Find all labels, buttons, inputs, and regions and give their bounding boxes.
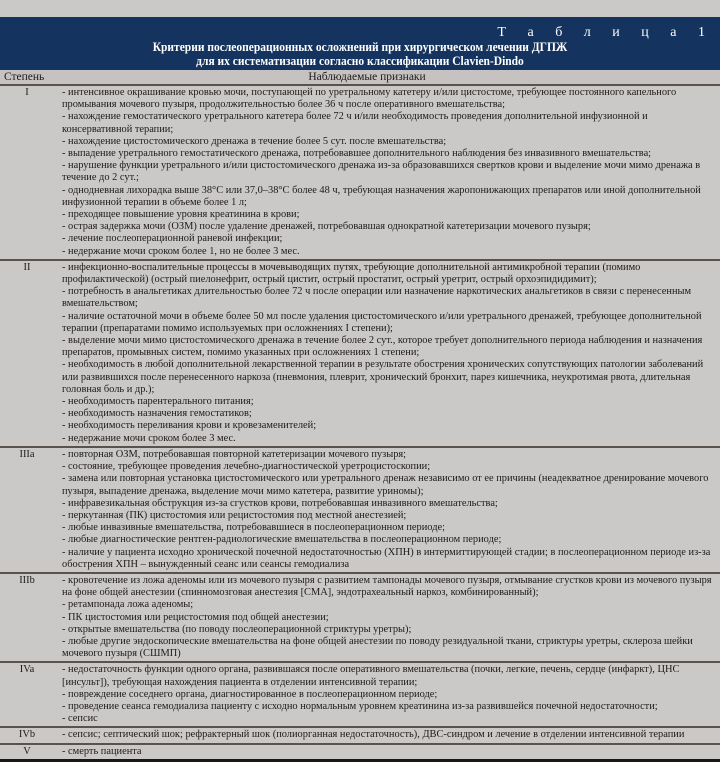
sign-item: - инфекционно-воспалительные процессы в мочевыводящих путях, требующие дополнительной антимикробной терапии (помимо профилактической) (острый пиелонефрит, острый цистит, острый простатит, острый уретрит, острый орхоэпидидимит); xyxy=(62,261,641,286)
sign-item: - нахождение цистостомического дренажа в течение более 5 сут. после вмешательства; xyxy=(62,135,447,147)
table-row xyxy=(0,663,720,728)
sign-item: - необходимость в любой дополнительной лекарственной терапии в результате обострения хронических сопутствующих патологии заболеваний или развившихся после перенесенного наркоза (пневмония, плеврит, хронический бронхит, парез кишечника, неукротимая рвота, длительная головная боль и др.); xyxy=(62,359,704,395)
sign-item: - сепсис xyxy=(62,713,98,725)
sign-item: - инфравезикальная обструкция из-за сгустков крови, потребовавшая инвазивного вмешательства; xyxy=(62,497,498,509)
table-title xyxy=(29,40,691,68)
sign-item: - повреждение соседнего органа, диагностированное в послеоперационном периоде; xyxy=(62,688,438,700)
grade-cell: V xyxy=(23,745,31,757)
sign-item: - ПК цистостомия или рецистостомия под общей анестезии; xyxy=(62,611,329,623)
sign-item: - проведение сеанса гемодиализа пациенту с исходно нормальным уровнем креатинина из-за развившейся почечной недостаточности; xyxy=(62,700,658,712)
sign-item: - открытые вмешательства (по поводу послеоперационной стриктуры уретры); xyxy=(62,623,412,635)
table-row xyxy=(0,86,720,261)
signs-cell xyxy=(48,745,720,759)
table-row xyxy=(0,728,720,744)
table-number-label: Т а б л и ц а 1 xyxy=(497,25,714,40)
sign-item: - замена или повторная установка цистостомического или уретрального дренаж независимо от ее причины (неадекватное дренирование мочевого пузыря, выпадение дренажа, выделение мочи мимо катетера, развитие уриномы); xyxy=(62,473,709,497)
grade-cell: IVa xyxy=(19,664,35,676)
grade-cell: II xyxy=(23,261,31,273)
table-header-band xyxy=(0,17,720,70)
table-row xyxy=(0,574,720,663)
table-row xyxy=(0,261,720,448)
sign-item: - состояние, требующее проведения лечебно-диагностической уретроцистоскопии; xyxy=(62,461,431,473)
sign-item: - наличие у пациента исходно хронической почечной недостаточностью (ХПН) в интермиттирующей стадии; в послеоперационном периоде из-за обострения ХПН – вынужденный сеанс или сеансы гемодиализа xyxy=(62,546,711,570)
sign-item: - выделение мочи мимо цистостомического дренажа в течение более 2 сут., которое требует дополнительного периода наблюдения и назначения препаратов, промывных систем, помимо указанных при осложнениях 1 степени; xyxy=(62,335,703,359)
column-header-signs: Наблюдаемые признаки xyxy=(308,71,426,83)
top-margin xyxy=(0,0,720,17)
signs-cell xyxy=(48,261,720,446)
sign-item: - нахождение гемостатического уретрального катетера более 72 ч и/или необходимость проведения дополнительной инфузионной и консервативной терапии; xyxy=(62,111,648,135)
table-title-line-1: Критерии послеоперационных осложнений при хирургическом лечении ДГПЖ xyxy=(152,40,568,54)
sign-item: - острая задержка мочи (ОЗМ) после удаление дренажей, потребовавшая однократной катетеризации мочевого пузыря; xyxy=(62,221,591,233)
sign-item: - кровотечение из ложа аденомы или из мочевого пузыря с развитием тампонады мочевого пузыря, отмывание сгустков крови из мочевого пузыря на фоне общей анестезии (спинномозговая анестезия [СМА], эндотрахеальный наркоз, комбинированный); xyxy=(62,574,712,599)
sign-item: - перкутанная (ПК) цистостомия или рецистостомия под местной анестезией; xyxy=(62,509,407,521)
sign-item: - повторная ОЗМ, потребовавшая повторной катетеризации мочевого пузыря; xyxy=(62,448,407,460)
sign-item: - ретампонада ложа аденомы; xyxy=(62,599,194,611)
column-header-grade: Степень xyxy=(4,71,45,83)
signs-cell xyxy=(48,574,720,661)
sign-item: - выпадение уретрального гемостатического дренажа, потребовавшее дополнительного наблюдения без инвазивного вмешательства; xyxy=(62,148,652,160)
column-header-row xyxy=(0,70,720,86)
sign-item: - интенсивное окрашивание кровью мочи, поступающей по уретральному катетеру и/или цистостоме, требующее постоянного капельного промывания мочевого пузыря, продолжительностью более 36 ч после оперативного вмешательства; xyxy=(62,87,677,111)
table-title-line-2: для их систематизации согласно классификации Clavien-Dindo xyxy=(196,54,524,68)
sign-item: - преходящее повышение уровня креатинина в крови; xyxy=(62,209,300,221)
grade-cell: IVb xyxy=(18,729,36,741)
table-row xyxy=(0,745,720,762)
sign-item: - однодневная лихорадка выше 38°С или 37,0–38°С более 48 ч, требующая назначения жаропонижающих препаратов или иной дополнительной инфузионной терапии в объеме более 1 л; xyxy=(62,184,701,208)
sign-item: - любые другие эндоскопические вмешательства на фоне общей анестезии по поводу резидуальной ткани, стриктуры уретры, склероза шейки мочевого пузыря (СШМП) xyxy=(62,635,693,660)
sign-item: - необходимость назначения гемостатиков; xyxy=(62,408,252,420)
signs-cell xyxy=(48,448,720,572)
grade-cell: IIIb xyxy=(19,574,35,586)
signs-cell xyxy=(48,86,720,259)
signs-cell xyxy=(48,728,720,742)
sign-item: - любые диагностические рентген-радиологические вмешательства в послеоперационном периоде; xyxy=(62,534,502,546)
sign-item: - недостаточность функции одного органа, развившаяся после оперативного вмешательства (почки, легкие, печень, сердце (инфаркт), ЦНС [инсульт]), требующая нахождения пациента в отделении интенсивной терапии; xyxy=(62,664,680,688)
sign-item: - недержание мочи сроком более 3 мес. xyxy=(62,432,236,444)
sign-item: - необходимость парентерального питания; xyxy=(62,396,254,408)
sign-item: - необходимость переливания крови и кровезаменителей; xyxy=(62,420,317,432)
sign-item: - нарушение функции уретрального и/или цистостомического дренажа из-за образовавшихся свертков крови и выделение мочи мимо дренажа в течение до 2 сут.; xyxy=(62,160,701,184)
sign-item: - потребность в анальгетиках длительностью более 72 ч после операции или назначение наркотических анальгетиков в связи с перенесенным вмешательством; xyxy=(62,286,692,310)
sign-item: - недержание мочи сроком более 1, но не более 3 мес. xyxy=(62,245,300,257)
sign-item: - сепсис; септический шок; рефрактерный шок (полиорганная недостаточность), ДВС-синдром и лечение в отделении интенсивной терапии xyxy=(62,729,685,741)
grade-cell: IIIa xyxy=(19,448,35,460)
table-row xyxy=(0,448,720,574)
sign-item: - любые инвазивные вмешательства, потребовавшиеся в послеоперационном периоде; xyxy=(62,522,445,534)
grade-cell: I xyxy=(25,87,29,98)
sign-item: - смерть пациента xyxy=(62,745,142,757)
sign-item: - лечение послеоперационной раневой инфекции; xyxy=(62,233,283,245)
table-body xyxy=(0,86,720,762)
signs-cell xyxy=(48,663,720,726)
sign-item: - наличие остаточной мочи в объеме более 50 мл после удаления цистостомического и/или уретрального дренажей, требующее дополнительной терапии (препаратами помимо используемых при осложнениях I степени); xyxy=(62,310,702,334)
